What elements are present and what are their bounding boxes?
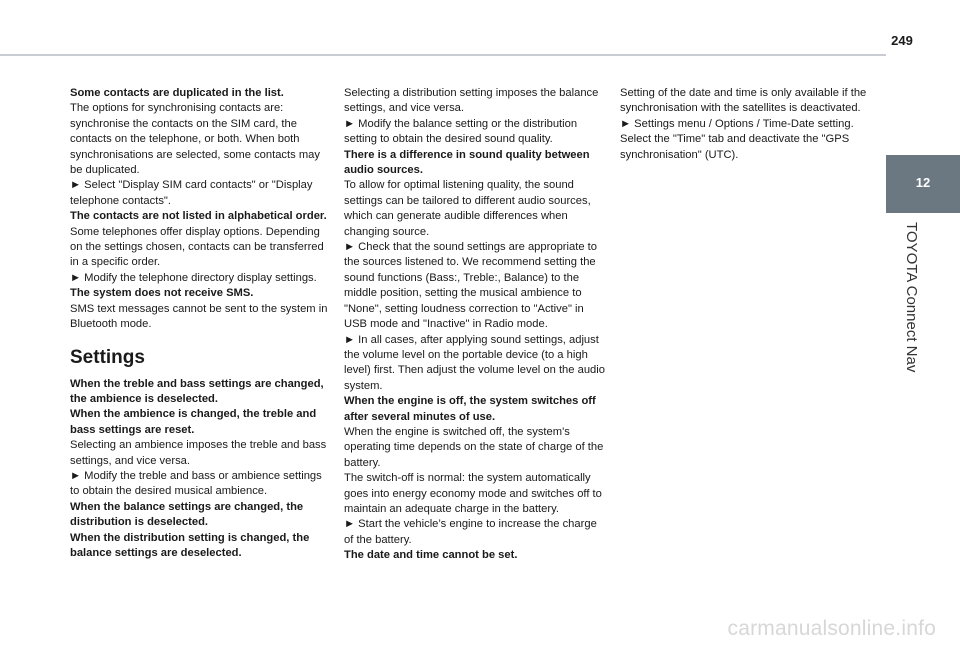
- text-column-2: [344, 86, 606, 564]
- paragraph: The switch-off is normal: the system automatically goes into energy economy mode and switches off to maintain an adequate charge in the battery.: [344, 472, 602, 515]
- paragraph: Selecting an ambience imposes the treble and bass settings, and vice versa.: [70, 439, 327, 467]
- question-heading: When the treble and bass settings are changed, the ambience is deselected.: [70, 377, 324, 405]
- section-heading: Settings: [70, 346, 145, 368]
- question-heading: When the distribution setting is changed, the balance settings are deselected.: [70, 531, 310, 559]
- paragraph: ► Settings menu / Options / Time-Date setting. Select the "Time" tab and deactivate the "GPS synchronisation" (UTC).: [620, 117, 854, 161]
- question-heading: The date and time cannot be set.: [344, 549, 518, 562]
- paragraph: ► Select "Display SIM card contacts" or "Display telephone contacts".: [70, 179, 313, 207]
- question-heading: When the ambience is changed, the treble and bass settings are reset.: [70, 408, 317, 436]
- question-heading: Some contacts are duplicated in the list.: [70, 87, 284, 99]
- chapter-title: TOYOTA Connect Nav: [903, 222, 920, 373]
- watermark: carmanualsonline.info: [727, 617, 936, 640]
- paragraph: SMS text messages cannot be sent to the system in Bluetooth mode.: [70, 302, 328, 331]
- question-heading: When the balance settings are changed, the distribution is deselected.: [70, 500, 304, 529]
- paragraph: ► Modify the telephone directory display settings.: [70, 271, 317, 284]
- paragraph: To allow for optimal listening quality, the sound settings can be tailored to different audio sources, which can generate audible differences when changing source.: [344, 179, 591, 238]
- text-column-3: [620, 86, 882, 163]
- paragraph: Some telephones offer display options. Depending on the settings chosen, contacts can be transferred in a specific order.: [70, 225, 324, 269]
- question-heading: The contacts are not listed in alphabetical order.: [70, 210, 327, 223]
- paragraph: The options for synchronising contacts are: synchronise the contacts on the SIM card, the contacts on the telephone, or both. When both synchronisations are selected, some contacts may be duplicated.: [70, 102, 320, 177]
- question-heading: When the engine is off, the system switches off after several minutes of use.: [344, 395, 596, 423]
- question-heading: There is a difference in sound quality between audio sources.: [344, 148, 590, 177]
- paragraph: ► Check that the sound settings are appropriate to the sources listened to. We recommend setting the sound functions (Bass:, Treble:, Balance) to the middle position, setting the musical ambience to "None", setting loudness correction to "Active" in USB mode and "Inactive" in Radio mode.: [344, 241, 597, 331]
- paragraph: ► Modify the balance setting or the distribution setting to obtain the desired sound quality.: [344, 117, 578, 146]
- page-number: 249: [891, 33, 913, 48]
- paragraph: When the engine is switched off, the system's operating time depends on the state of charge of the battery.: [344, 425, 604, 469]
- paragraph: ► Modify the treble and bass or ambience settings to obtain the desired musical ambience.: [70, 469, 322, 498]
- paragraph: ► In all cases, after applying sound settings, adjust the volume level on the portable device (to a high level) first. Then adjust the volume level on the audio system.: [344, 333, 605, 392]
- text-column-1: [70, 86, 332, 561]
- chapter-tab: [886, 155, 960, 213]
- question-heading: The system does not receive SMS.: [70, 287, 254, 300]
- paragraph: Selecting a distribution setting imposes the balance settings, and vice versa.: [344, 87, 599, 115]
- header-rule: [0, 54, 886, 56]
- chapter-number: 12: [915, 175, 931, 190]
- paragraph: ► Start the vehicle’s engine to increase the charge of the battery.: [344, 518, 597, 546]
- paragraph: Setting of the date and time is only available if the synchronisation with the satellites is deactivated.: [620, 87, 867, 115]
